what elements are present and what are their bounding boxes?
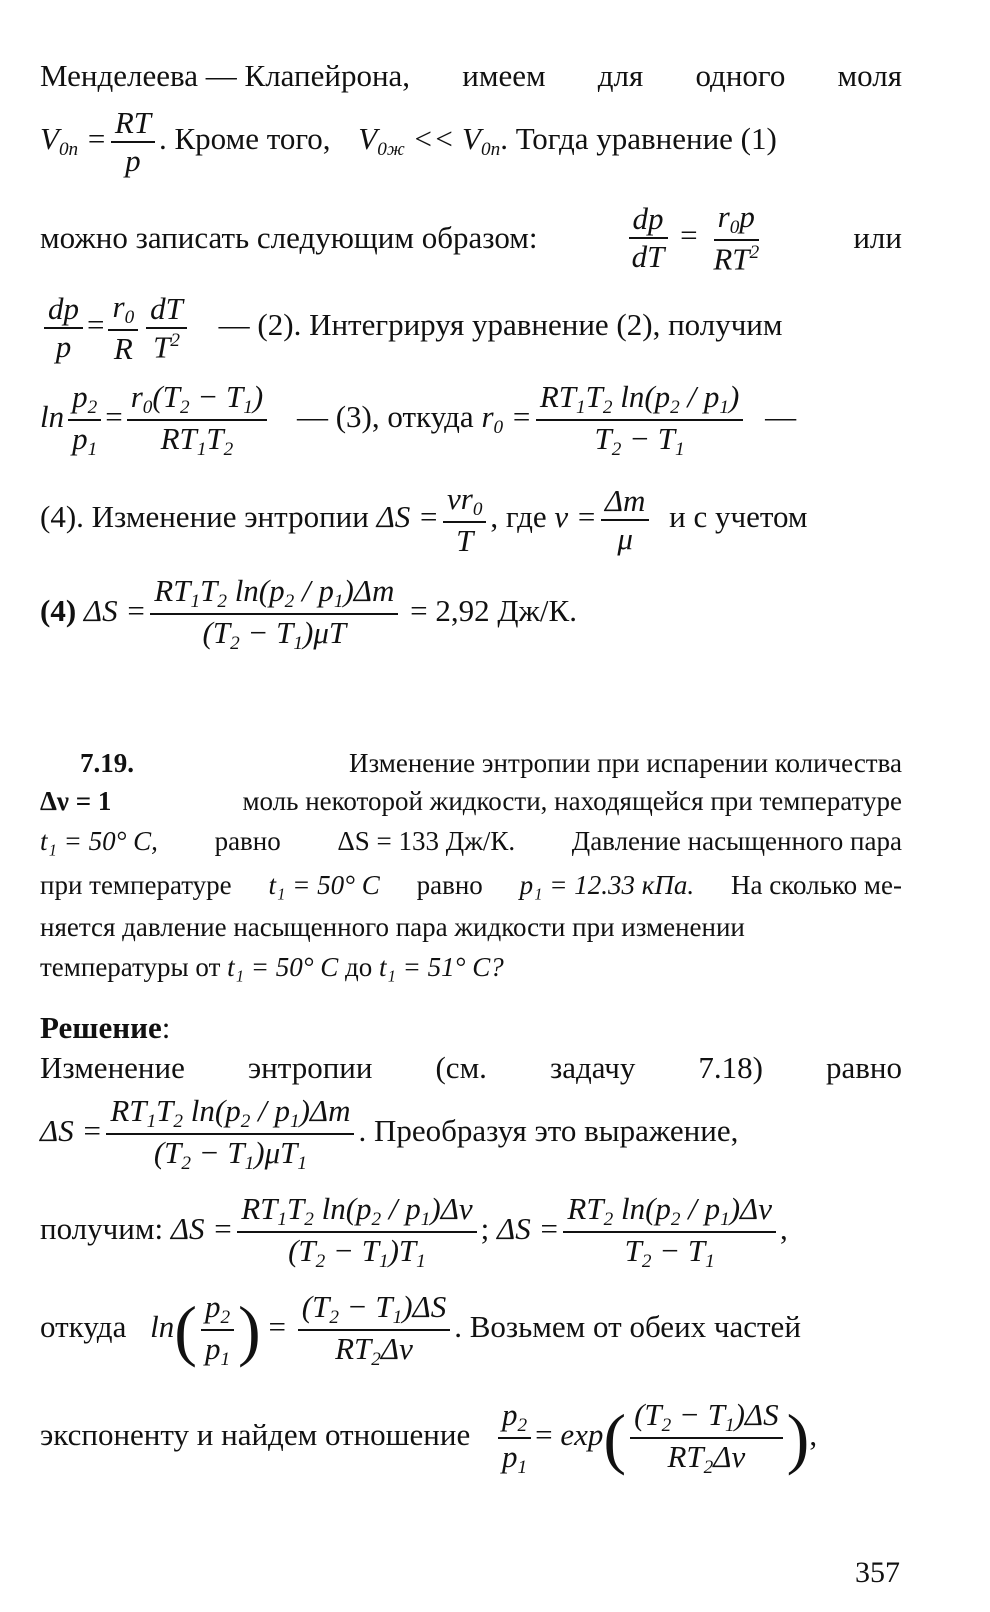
fraction-rt-over-p: $\frac{RT}{p}$ [111, 106, 155, 178]
formula-t1: t₁ = 50° C, [40, 826, 158, 856]
solution-line-4: откуда ln( $\frac{p_2}{p_1}$ ) = $\frac{(T_2 - T_1)\Delta S}{RT_2\Delta\nu}$ . Возьмем от обеих частей [40, 1289, 801, 1370]
problem-line-2 [40, 786, 902, 817]
fraction-p2-p1: $\frac{p_2}{p_1}$ [498, 1398, 531, 1478]
text-segment: откуда [40, 1309, 127, 1345]
solution-line-2 [40, 1094, 902, 1174]
text-segment: На сколько ме- [731, 870, 902, 900]
formula-t1: t₁ = 51° C? [379, 952, 504, 982]
problem-number: 7.19. [80, 748, 134, 778]
word: энтропии [247, 1050, 373, 1085]
text-segment: равно [416, 870, 483, 900]
word: Изменение [40, 1050, 185, 1085]
text-segment: температуры от [40, 952, 221, 982]
text-segment: Изменение энтропии при испарении количества [349, 748, 902, 778]
text-segment: и с учетом [669, 499, 808, 535]
word: (см. [435, 1050, 487, 1085]
text-segment: или [853, 220, 902, 256]
word: моля [837, 58, 902, 93]
fraction-delta-s-simplified: $\frac{RT_2 \ln(p_2 / p_1)\Delta\nu}{T_2 - T_1}$ [563, 1192, 776, 1272]
dash: — [765, 399, 797, 435]
text-segment: получим: [40, 1211, 164, 1247]
solution-line-1 [40, 1050, 902, 1086]
text-segment: моль некоторой жидкости, находящейся при температуре [242, 786, 902, 816]
fraction-delta-s-t1: $\frac{RT_1T_2 \ln(p_2 / p_1)\Delta m}{(T_2 - T_1)\mu T_1}$ [106, 1094, 354, 1174]
text-line-1 [40, 58, 902, 94]
formula-delta-s: ΔS = [170, 1211, 234, 1247]
text-segment: няется давление насыщенного пара жидкости при изменении [40, 912, 745, 942]
text-segment: — (2). Интегрируя уравнение (2), получим [218, 307, 783, 343]
fraction-delta-s-result: $\frac{RT_1T_2 \ln(p_2 / p_1)\Delta m}{(T_2 - T_1)\mu T}$ [150, 574, 398, 654]
formula-delta-s: ΔS = [83, 593, 147, 629]
problem-line-4 [40, 870, 902, 901]
word: имеем [462, 58, 546, 93]
text-segment: при температуре [40, 870, 232, 900]
formula-ln: ln [150, 1309, 175, 1345]
text-line-2 [40, 106, 902, 178]
problem-line-5 [40, 912, 902, 943]
text-segment: . Тогда уравнение (1) [500, 121, 777, 157]
heading-text: Решение [40, 1010, 162, 1045]
word: Менделеева — Клапейрона, [40, 58, 411, 93]
problem-line-1 [40, 748, 902, 779]
fraction-p2-p1: $\frac{p_2}{p_1}$ [201, 1290, 234, 1370]
formula-v0zh-ll-v0p: $V_{0ж} << V_{0п}$ [358, 121, 501, 160]
text-segment: Давление насыщенного пара [571, 826, 902, 856]
fraction-exp-arg: $\frac{(T_2 - T_1)\Delta S}{RT_2\Delta\nu}$ [630, 1398, 783, 1478]
text-line-5 [40, 380, 902, 460]
text-segment: . Преобразуя это выражение, [358, 1113, 739, 1149]
text-segment: до [345, 952, 373, 982]
solution-heading [40, 1010, 902, 1046]
fraction-nu-r0-over-t: $\frac{\nu r_0}{T}$ [443, 482, 486, 558]
problem-line-3 [40, 826, 902, 857]
heading-colon: : [161, 1010, 171, 1045]
formula-dp-dT: $\frac{dp}{dT}$ = $\frac{r_0p}{RT^2}$ [624, 200, 768, 277]
solution-line-3: получим: ΔS = $\frac{RT_1T_2 \ln(p_2 / p_1)\Delta\nu}{(T_2 - T_1)T_1}$ ; ΔS = $\frac{RT_2 \ln(p_2 / p_1)\Delta\nu}{T_2 - T_1}$ , [40, 1191, 788, 1272]
formula-r0: $r_0$ = [481, 399, 532, 438]
formula-v0p: $V_{0п}$ = [40, 121, 107, 160]
text-segment: . Возьмем от обеих частей [454, 1309, 801, 1345]
text-segment: , где [490, 499, 547, 535]
text-segment: (4) [40, 593, 77, 629]
formula-t1: t₁ = 50° C [227, 952, 339, 982]
formula-delta-nu: Δν = 1 [40, 786, 112, 816]
text-line-6 [40, 482, 902, 558]
text-line-3 [40, 200, 902, 277]
text-line-7 [40, 574, 902, 654]
word: для [597, 58, 644, 93]
text-segment: . Кроме того, [159, 121, 331, 157]
fraction-r0: $\frac{RT_1T_2 \ln(p_2 / p_1)}{T_2 - T_1}$ [536, 380, 744, 460]
text-segment: экспоненту и найдем отношение [40, 1417, 471, 1453]
formula-exp: exp [560, 1417, 604, 1453]
text-segment: равно [214, 826, 281, 856]
solution-line-5: экспоненту и найдем отношение $\frac{p_2}{p_1}$ = exp( $\frac{(T_2 - T_1)\Delta S}{RT_2\Delta\nu}$ ), [40, 1397, 818, 1478]
formula-delta-s: ΔS = [376, 499, 439, 535]
text-line-4 [40, 290, 902, 366]
fraction-dm-over-mu: $\frac{\Delta m}{\mu}$ [601, 484, 650, 556]
page-number: 357 [855, 1556, 900, 1589]
text-segment: (4). Изменение энтропии [40, 499, 369, 535]
text-segment: можно записать следующим образом: [40, 220, 538, 256]
fraction-ln-result: $\frac{(T_2 - T_1)\Delta S}{RT_2\Delta\nu}$ [298, 1290, 451, 1370]
formula-delta-s-value: ΔS = 133 Дж/К. [337, 826, 516, 856]
problem-line-6 [40, 952, 902, 983]
word: задачу [549, 1050, 636, 1085]
formula-2: $\frac{dp}{p}$ = $\frac{r_0}{R}$ $\frac{dT}{T^2}$ [40, 307, 191, 342]
formula-p1: p₁ = 12.33 кПа. [519, 870, 695, 900]
formula-3: ln $\frac{p_2}{p_1}$ = $\frac{r_0(T_2 - T_1)}{RT_1T_2}$ [40, 399, 271, 434]
result-value: = 2,92 Дж/К. [410, 593, 577, 629]
word: 7.18) [698, 1050, 763, 1085]
word: равно [825, 1050, 902, 1085]
text-segment: — (3), откуда [296, 399, 474, 435]
fraction-delta-s-nu: $\frac{RT_1T_2 \ln(p_2 / p_1)\Delta\nu}{(T_2 - T_1)T_1}$ [237, 1192, 476, 1272]
word: одного [695, 58, 786, 93]
formula-delta-s: ΔS = [40, 1113, 103, 1149]
formula-nu: ν = [554, 499, 597, 535]
formula-delta-s: ΔS = [497, 1211, 560, 1247]
formula-t1: t₁ = 50° C [268, 870, 380, 900]
